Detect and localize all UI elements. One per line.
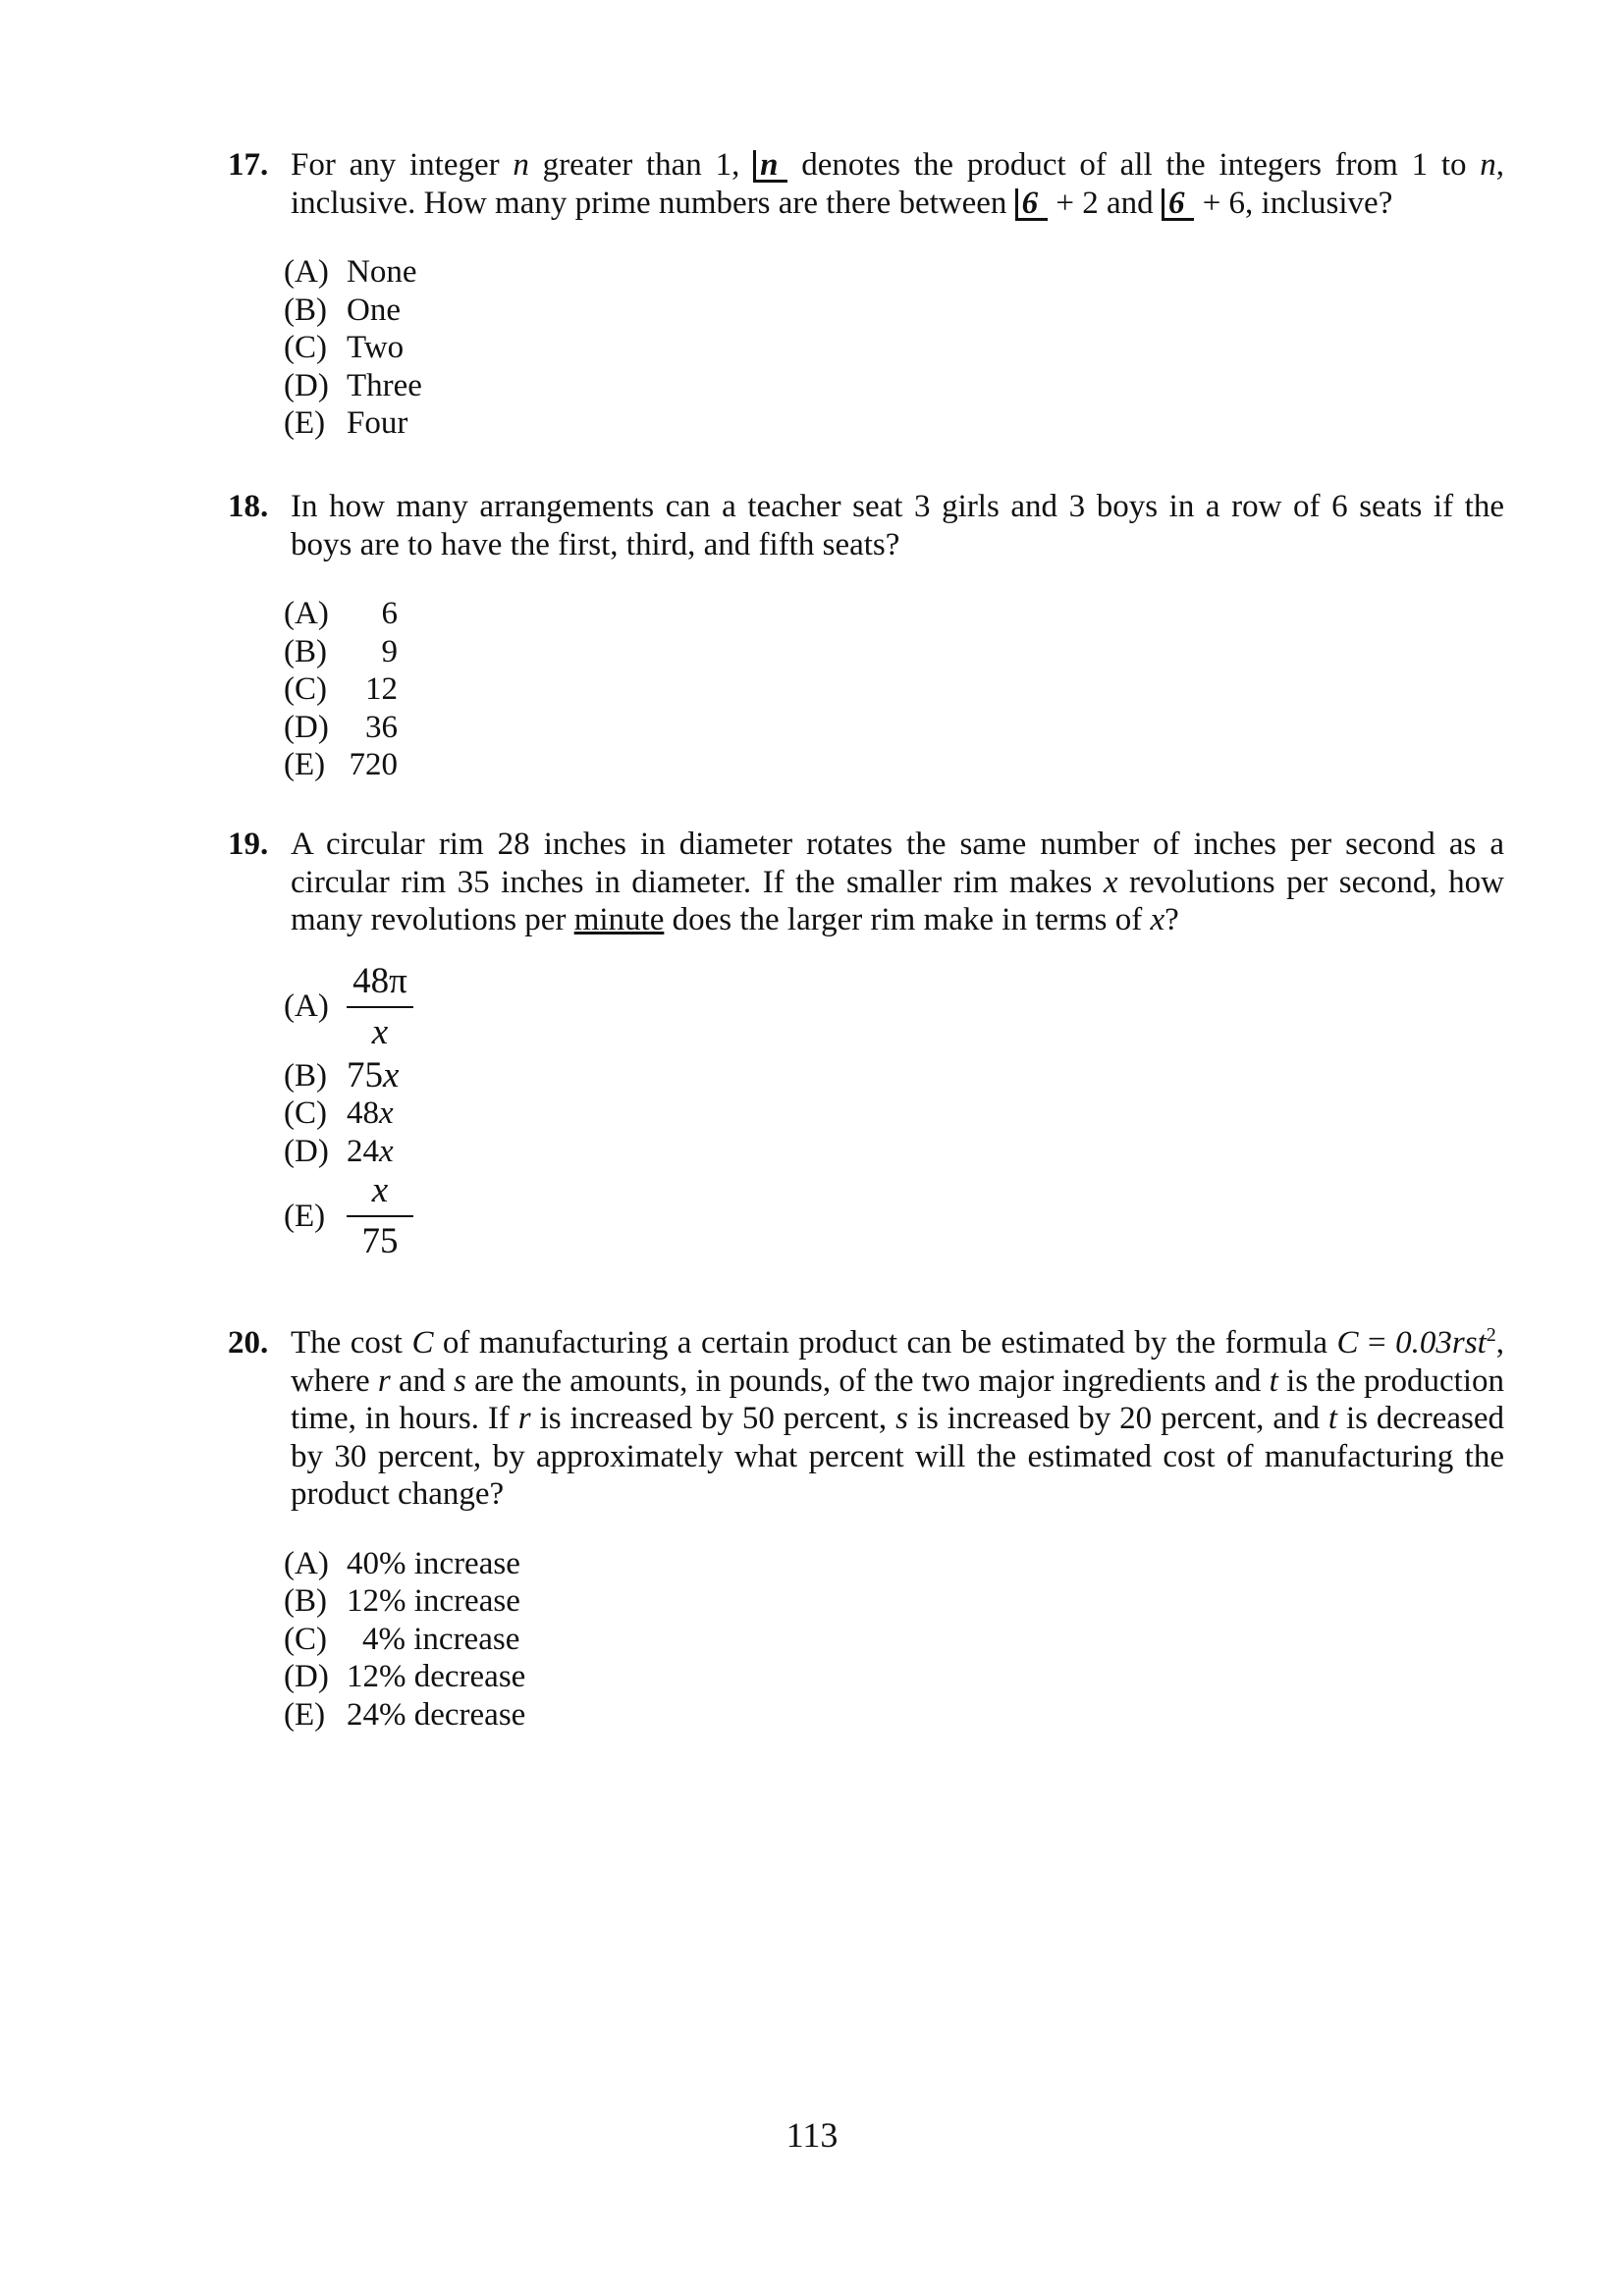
- formula-exponent: 2: [1486, 1324, 1496, 1346]
- text-segment: greater than 1,: [528, 147, 754, 183]
- factorial-6: 6: [1162, 188, 1195, 221]
- text-segment: ?: [1164, 902, 1179, 937]
- option-label: (A): [284, 596, 329, 631]
- answer-option-b[interactable]: [284, 1582, 1504, 1621]
- change-direction: increase: [406, 1545, 520, 1581]
- text-segment: are the amounts, in pounds, of the two major ingredients and: [465, 1362, 1270, 1399]
- option-label: (E): [284, 1198, 326, 1234]
- question-text: [291, 146, 1504, 222]
- option-label: (B): [284, 1583, 327, 1619]
- variable-t: t: [1327, 1401, 1338, 1436]
- option-value: Four: [347, 405, 408, 441]
- option-label: (C): [284, 1621, 327, 1657]
- equals-sign: =: [1358, 1325, 1396, 1361]
- option-value: 9: [381, 633, 398, 669]
- variable-x: x: [379, 1133, 394, 1169]
- option-label: (E): [284, 405, 326, 441]
- answer-options: [284, 1545, 1504, 1735]
- change-direction: increase: [406, 1583, 520, 1619]
- text-segment: does the larger rim make in terms of: [664, 902, 1151, 937]
- option-value: [347, 1054, 400, 1095]
- text-segment: , where: [291, 1325, 1504, 1399]
- variable-x: x: [383, 1054, 400, 1095]
- variable-x: x: [371, 1011, 389, 1052]
- percent-value: 24%: [347, 1696, 406, 1733]
- option-label: (C): [284, 1095, 327, 1131]
- change-direction: increase: [406, 1621, 520, 1657]
- option-value: Three: [347, 367, 422, 403]
- variable-x: x: [1103, 864, 1118, 900]
- option-value: Two: [347, 330, 405, 365]
- percent-value: 12%: [347, 1583, 406, 1619]
- fraction: [347, 1170, 413, 1262]
- option-value: [347, 1582, 520, 1621]
- factorial-n: n: [753, 150, 787, 183]
- text-segment: and: [390, 1362, 454, 1399]
- question-number: 20.: [228, 1325, 269, 1361]
- answer-option-c[interactable]: [284, 1621, 1504, 1659]
- option-label: (A): [284, 1545, 329, 1581]
- option-value: 6: [381, 596, 398, 631]
- change-direction: decrease: [406, 1659, 526, 1694]
- answer-option-a[interactable]: [284, 253, 1504, 292]
- option-label: (D): [284, 1659, 329, 1694]
- answer-options: [284, 595, 1504, 784]
- answer-option-d[interactable]: [284, 1133, 1504, 1171]
- text-segment: revolutions per second, how many revolutions per: [291, 864, 1504, 937]
- answer-option-b[interactable]: [284, 1054, 1504, 1095]
- option-value: 12: [365, 671, 398, 707]
- text-segment: + 6, inclusive?: [1194, 185, 1393, 221]
- variable-t: t: [1269, 1362, 1278, 1399]
- option-value: 720: [349, 747, 398, 782]
- answer-option-b[interactable]: [284, 633, 1504, 671]
- fraction: [347, 961, 413, 1053]
- variable-x: x: [371, 1170, 389, 1210]
- answer-option-e[interactable]: [284, 1696, 1504, 1735]
- variable-s: s: [895, 1401, 908, 1436]
- question-20: [228, 1324, 1504, 1734]
- option-value: [347, 1658, 525, 1696]
- option-label: (D): [284, 1133, 329, 1169]
- option-value: [347, 1545, 520, 1583]
- option-label: (B): [284, 1057, 327, 1094]
- factorial-6: 6: [1015, 188, 1049, 221]
- text-segment: The cost: [291, 1325, 412, 1361]
- variable-n: n: [513, 147, 529, 183]
- answer-options: [284, 961, 1504, 1263]
- question-text: [291, 826, 1504, 939]
- underlined-word: minute: [573, 902, 665, 937]
- option-label: (E): [284, 1696, 326, 1733]
- text-segment: + 2 and: [1048, 185, 1162, 221]
- fraction-denominator: [347, 1006, 413, 1053]
- option-label: (B): [284, 633, 327, 669]
- answer-option-e[interactable]: [284, 1170, 1504, 1262]
- option-value: One: [347, 292, 401, 328]
- answer-option-c[interactable]: [284, 329, 1504, 367]
- text-segment: of manufacturing a certain product can be estimated by the formula: [433, 1325, 1337, 1361]
- coefficient: 75: [347, 1054, 383, 1095]
- variable-x: x: [379, 1095, 394, 1131]
- question-17: [228, 146, 1504, 443]
- variable-x: x: [1150, 902, 1165, 937]
- answer-option-c[interactable]: [284, 670, 1504, 709]
- answer-option-a[interactable]: [284, 961, 1504, 1053]
- text-segment: is the production time, in hours. If: [291, 1362, 1504, 1436]
- variable-n: n: [1480, 147, 1496, 183]
- variable-c: C: [1336, 1325, 1359, 1361]
- option-label: (D): [284, 367, 329, 403]
- answer-option-c[interactable]: [284, 1095, 1504, 1133]
- question-19: [228, 826, 1504, 1262]
- question-18: [228, 488, 1504, 784]
- fraction-numerator: [368, 1170, 392, 1215]
- formula: [1337, 1325, 1496, 1361]
- option-label: (C): [284, 671, 327, 707]
- text-segment: is increased by 50 percent,: [530, 1401, 896, 1436]
- option-label: (D): [284, 709, 329, 745]
- answer-option-e[interactable]: [284, 404, 1504, 443]
- option-value: [347, 1095, 394, 1133]
- page-number: 113: [785, 2115, 839, 2155]
- fraction-denominator: 75: [347, 1215, 413, 1262]
- option-label: (B): [284, 292, 327, 328]
- option-value: None: [347, 254, 417, 290]
- question-number: 18.: [228, 489, 269, 524]
- option-label: (E): [284, 747, 326, 782]
- answer-option-b[interactable]: [284, 292, 1504, 330]
- option-value: 36: [365, 709, 398, 745]
- text-segment: is decreased by 30 percent, by approximately what percent will the estimated cost of manufacturing the product change?: [291, 1401, 1504, 1512]
- question-number: 19.: [228, 827, 269, 862]
- text-segment: For any integer: [291, 147, 514, 183]
- variable-r: r: [517, 1401, 531, 1436]
- variable-r: r: [377, 1362, 391, 1399]
- answer-option-d[interactable]: [284, 1658, 1504, 1696]
- variable-c: C: [411, 1325, 434, 1361]
- question-number: 17.: [228, 147, 269, 183]
- coefficient: 48: [347, 1095, 379, 1131]
- percent-value: 4%: [362, 1621, 406, 1657]
- percent-value: 40%: [347, 1545, 406, 1581]
- text-segment: , inclusive. How many prime numbers are there between: [291, 147, 1505, 221]
- text-segment: A circular rim 28 inches in diameter rotates the same number of inches per second as a circular rim 35 inches in diameter. If the smaller rim makes: [291, 827, 1504, 900]
- answer-options: [284, 253, 1504, 443]
- option-label: (C): [284, 330, 327, 365]
- answer-option-e[interactable]: [284, 746, 1504, 784]
- answer-option-a[interactable]: [284, 1545, 1504, 1583]
- option-value: [347, 1133, 394, 1171]
- answer-option-d[interactable]: [284, 367, 1504, 405]
- change-direction: decrease: [406, 1696, 526, 1733]
- option-value: [347, 1621, 519, 1659]
- percent-value: 12%: [347, 1659, 406, 1694]
- fraction-numerator: 48π: [352, 960, 407, 1001]
- text-segment: denotes the product of all the integers from 1 to: [787, 147, 1481, 183]
- coefficient: 24: [347, 1133, 379, 1169]
- question-text: [291, 1324, 1504, 1514]
- answer-option-a[interactable]: [284, 595, 1504, 633]
- option-value: [347, 1696, 525, 1735]
- option-label: (A): [284, 254, 329, 290]
- answer-option-d[interactable]: [284, 709, 1504, 747]
- variable-s: s: [453, 1362, 466, 1399]
- formula-body: 0.03rst: [1395, 1325, 1487, 1361]
- question-text: In how many arrangements can a teacher seat 3 girls and 3 boys in a row of 6 seats if the boys are to have the first, third, and fifth seats?: [291, 489, 1504, 562]
- option-label: (A): [284, 988, 329, 1025]
- text-segment: is increased by 20 percent, and: [907, 1401, 1328, 1436]
